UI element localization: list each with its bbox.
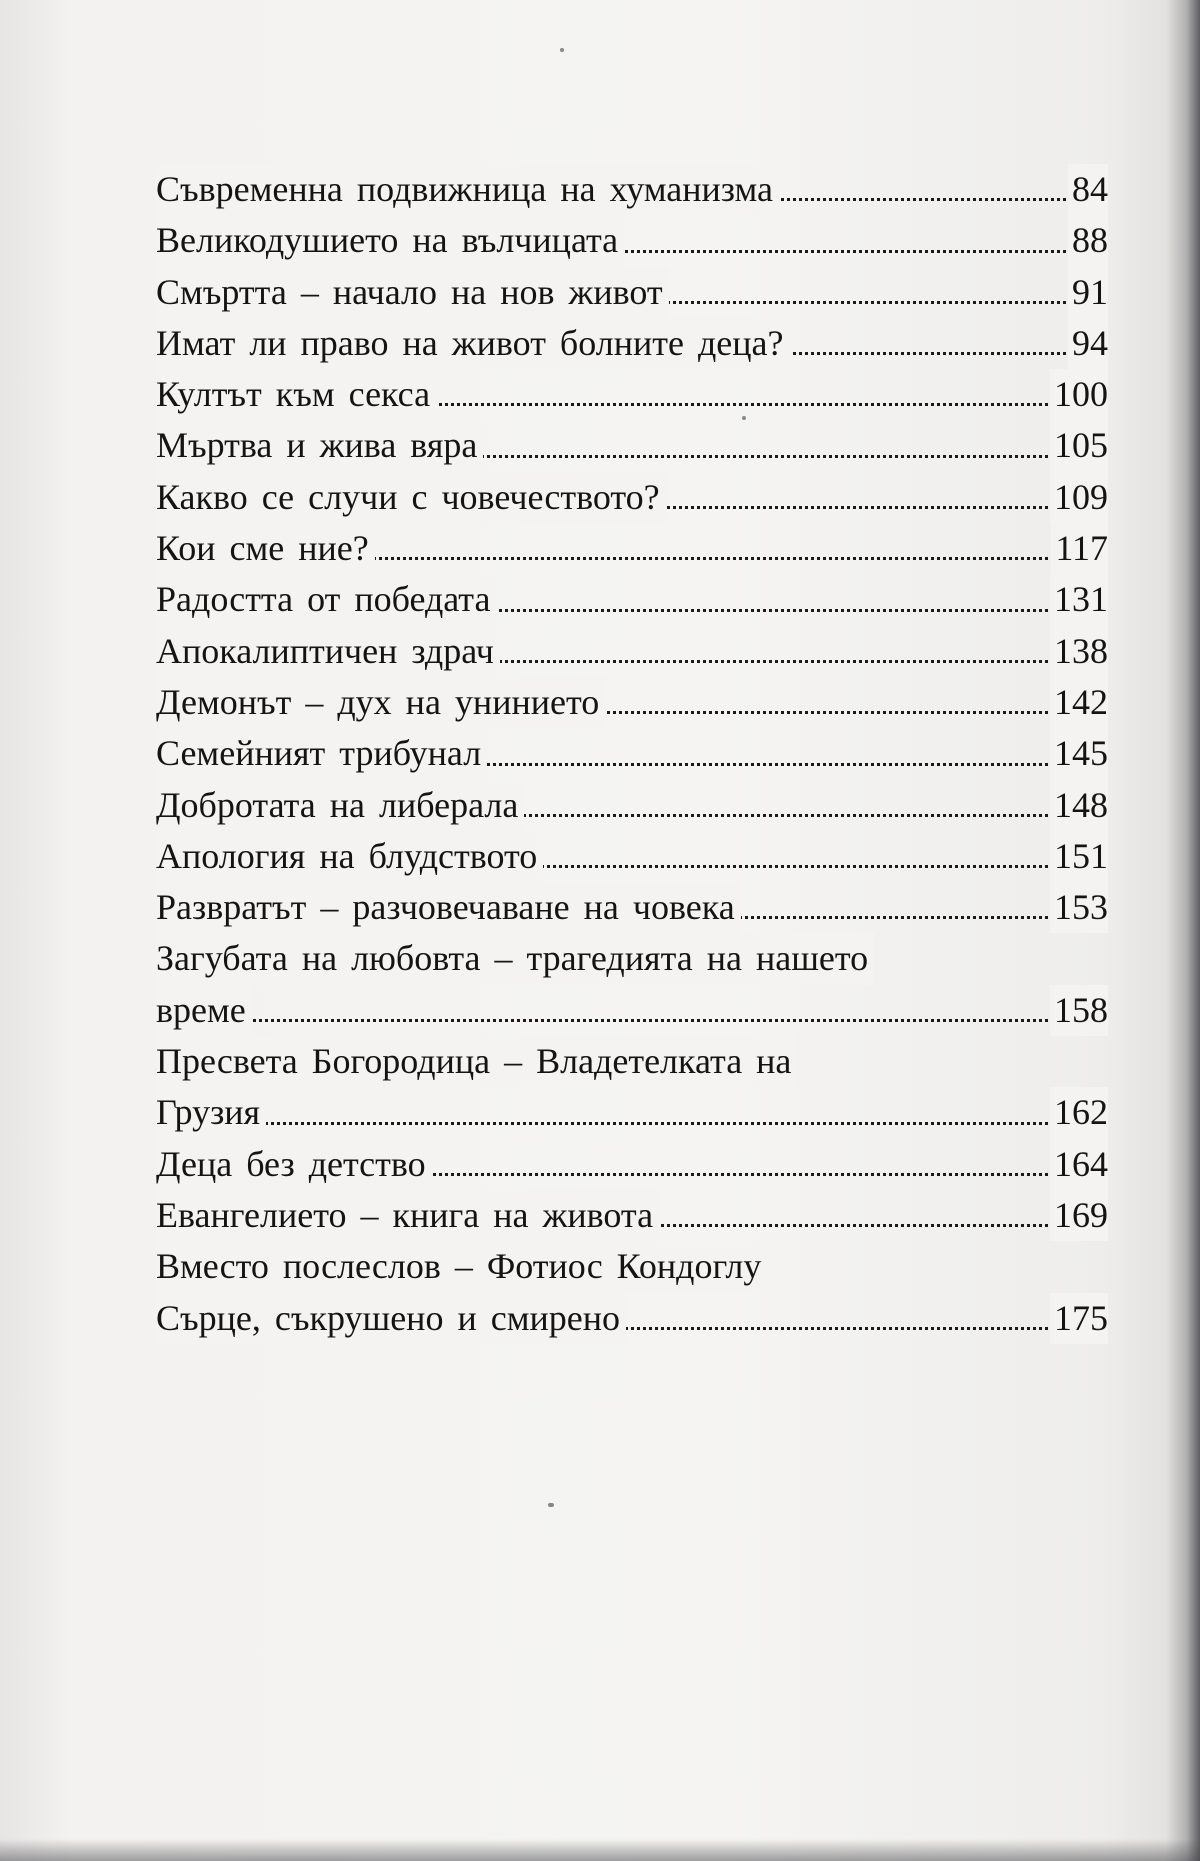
toc-entry-page: 145 [1050, 728, 1108, 779]
toc-entry [156, 1036, 1108, 1087]
toc-entry-title: Добротата на либерала [156, 780, 524, 831]
toc-entry-page: 148 [1050, 780, 1108, 831]
scan-speck [560, 48, 564, 52]
toc-entry-title: Пресвета Богородица – Владетелката на [156, 1036, 797, 1087]
toc-entry-title: Какво се случи с човечеството? [156, 472, 666, 523]
toc-entry-page: 100 [1050, 369, 1108, 420]
toc-entry-page: 158 [1050, 985, 1108, 1036]
toc-entry [156, 677, 1108, 728]
toc-entry [156, 215, 1108, 266]
toc-entry [156, 1241, 1108, 1292]
toc-entry-page: 138 [1050, 626, 1108, 677]
toc-entry-title: Съвременна подвижница на хуманизма [156, 164, 779, 215]
toc-entry [156, 831, 1108, 882]
toc-entry-page: 175 [1050, 1293, 1108, 1344]
toc-entry-page: 88 [1068, 215, 1108, 266]
toc-entry [156, 933, 1108, 984]
toc-entry [156, 1087, 1108, 1138]
toc-entry-title: Апокалиптичен здрач [156, 626, 500, 677]
table-of-contents [156, 164, 1108, 1344]
toc-entry-title: Евангелието – книга на живота [156, 1190, 659, 1241]
toc-entry-page: 131 [1050, 574, 1108, 625]
toc-entry [156, 369, 1108, 420]
dot-leader [156, 1122, 1108, 1125]
toc-entry-title: Мъртва и жива вяра [156, 420, 483, 471]
toc-entry-title: Кои сме ние? [156, 523, 375, 574]
toc-entry-title: Смъртта – начало на нов живот [156, 267, 669, 318]
toc-entry-page: 151 [1050, 831, 1108, 882]
toc-entry [156, 267, 1108, 318]
toc-entry-title: Загубата на любовта – трагедията на нашето [156, 933, 874, 984]
toc-entry-title: Грузия [156, 1087, 266, 1138]
toc-entry-page: 169 [1050, 1190, 1108, 1241]
dot-leader [156, 1019, 1108, 1022]
toc-entry-title: Семейният трибунал [156, 728, 487, 779]
toc-entry [156, 472, 1108, 523]
toc-entry [156, 882, 1108, 933]
toc-entry [156, 985, 1108, 1036]
toc-entry-title: Демонът – дух на унинието [156, 677, 605, 728]
toc-entry [156, 1139, 1108, 1190]
toc-entry-page: 164 [1050, 1139, 1108, 1190]
toc-entry-page: 91 [1068, 267, 1108, 318]
toc-entry-title: Деца без детство [156, 1139, 432, 1190]
toc-entry [156, 780, 1108, 831]
scan-speck [548, 1503, 554, 1507]
toc-entry-page: 162 [1050, 1087, 1108, 1138]
toc-entry-page: 142 [1050, 677, 1108, 728]
toc-entry-title: Радостта от победата [156, 574, 496, 625]
toc-entry-title: Имат ли право на живот болните деца? [156, 318, 790, 369]
toc-entry [156, 523, 1108, 574]
toc-entry-title: Великодушието на вълчицата [156, 215, 624, 266]
toc-entry-page: 84 [1068, 164, 1108, 215]
toc-entry [156, 1293, 1108, 1344]
toc-entry-page: 117 [1051, 523, 1108, 574]
page-bottom-shadow [0, 1839, 1200, 1861]
toc-entry [156, 318, 1108, 369]
toc-entry-title: Култът към секса [156, 369, 436, 420]
toc-entry-title: Развратът – разчовечаване на човека [156, 882, 741, 933]
toc-entry [156, 574, 1108, 625]
toc-entry-page: 153 [1050, 882, 1108, 933]
page-edge-shadow [1166, 0, 1200, 1861]
toc-entry [156, 164, 1108, 215]
toc-entry-title: време [156, 985, 252, 1036]
toc-entry-title: Вместо послеслов – Фотиос Кондоглу [156, 1241, 767, 1292]
toc-entry-page: 109 [1050, 472, 1108, 523]
toc-entry-page: 94 [1068, 318, 1108, 369]
toc-entry [156, 420, 1108, 471]
toc-entry [156, 626, 1108, 677]
toc-entry-title: Сърце, съкрушено и смирено [156, 1293, 626, 1344]
toc-entry-title: Апология на блудството [156, 831, 543, 882]
toc-entry [156, 1190, 1108, 1241]
toc-entry-page: 105 [1050, 420, 1108, 471]
scan-speck [742, 416, 746, 420]
toc-entry [156, 728, 1108, 779]
